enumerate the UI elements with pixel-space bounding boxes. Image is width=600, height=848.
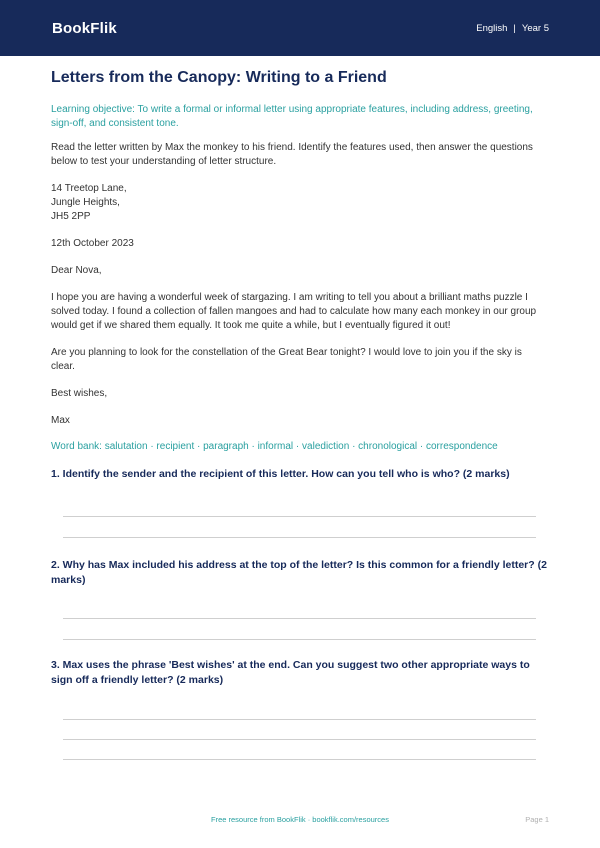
letter-signature: Max [51, 415, 70, 426]
letter-date: 12th October 2023 [51, 238, 134, 249]
address-line: Jungle Heights, [51, 197, 120, 208]
answer-lines-1 [63, 516, 536, 538]
letter-greeting: Dear Nova, [51, 265, 102, 276]
answer-lines-2 [63, 618, 536, 640]
word-bank: Word bank: salutation · recipient · paragraph · informal · valediction · chronological · correspondence [51, 441, 498, 452]
letter-signoff: Best wishes, [51, 388, 108, 399]
question-1: 1. Identify the sender and the recipient of this letter. How can you tell who is who? (2 marks) [51, 468, 510, 480]
page-footer [0, 815, 600, 829]
brand-logo: BookFlik [52, 19, 117, 37]
page-title: Letters from the Canopy: Writing to a Friend [51, 69, 387, 86]
subject-label: English [476, 22, 508, 34]
answer-line[interactable] [63, 639, 536, 640]
answer-line[interactable] [63, 739, 536, 740]
worksheet-content [0, 68, 600, 760]
answer-line[interactable] [63, 618, 536, 619]
page-header [0, 0, 600, 56]
address-line: JH5 2PP [51, 211, 91, 222]
instructions: Read the letter written by Max the monkey to his friend. Identify the features used, then answer the questions below to test your understanding of letter structure. [51, 142, 533, 167]
footer-credit: Free resource from BookFlik · bookflik.com/resources [211, 815, 389, 824]
answer-line[interactable] [63, 759, 536, 760]
meta-separator: | [513, 22, 516, 34]
answer-lines-3 [63, 719, 536, 760]
question-2: 2. Why has Max included his address at the top of the letter? Is this common for a friendly letter? (2 marks) [51, 559, 547, 586]
letter-paragraph: I hope you are having a wonderful week of stargazing. I am writing to tell you about a brilliant maths puzzle I solved today. I found a collection of fallen mangoes and had to calculate how many each monkey in our group would get if we shared them equally. It took me quite a while, but I eventually figured it out! [51, 292, 537, 331]
year-label: Year 5 [521, 22, 549, 34]
question-3: 3. Max uses the phrase 'Best wishes' at the end. Can you suggest two other appropriate ways to sign off a friendly letter? (2 marks) [51, 659, 530, 686]
letter-address [51, 182, 548, 224]
answer-line[interactable] [63, 516, 536, 517]
answer-line[interactable] [63, 537, 536, 538]
answer-line[interactable] [63, 719, 536, 720]
page-number: Page 1 [525, 815, 549, 824]
letter-paragraph: Are you planning to look for the constellation of the Great Bear tonight? I would love to join you if the sky is clear. [51, 347, 522, 372]
address-line: 14 Treetop Lane, [51, 183, 127, 194]
subject-year [476, 23, 549, 34]
learning-objective: Learning objective: To write a formal or informal letter using appropriate features, including address, greeting, sign-off, and consistent tone. [51, 104, 533, 129]
